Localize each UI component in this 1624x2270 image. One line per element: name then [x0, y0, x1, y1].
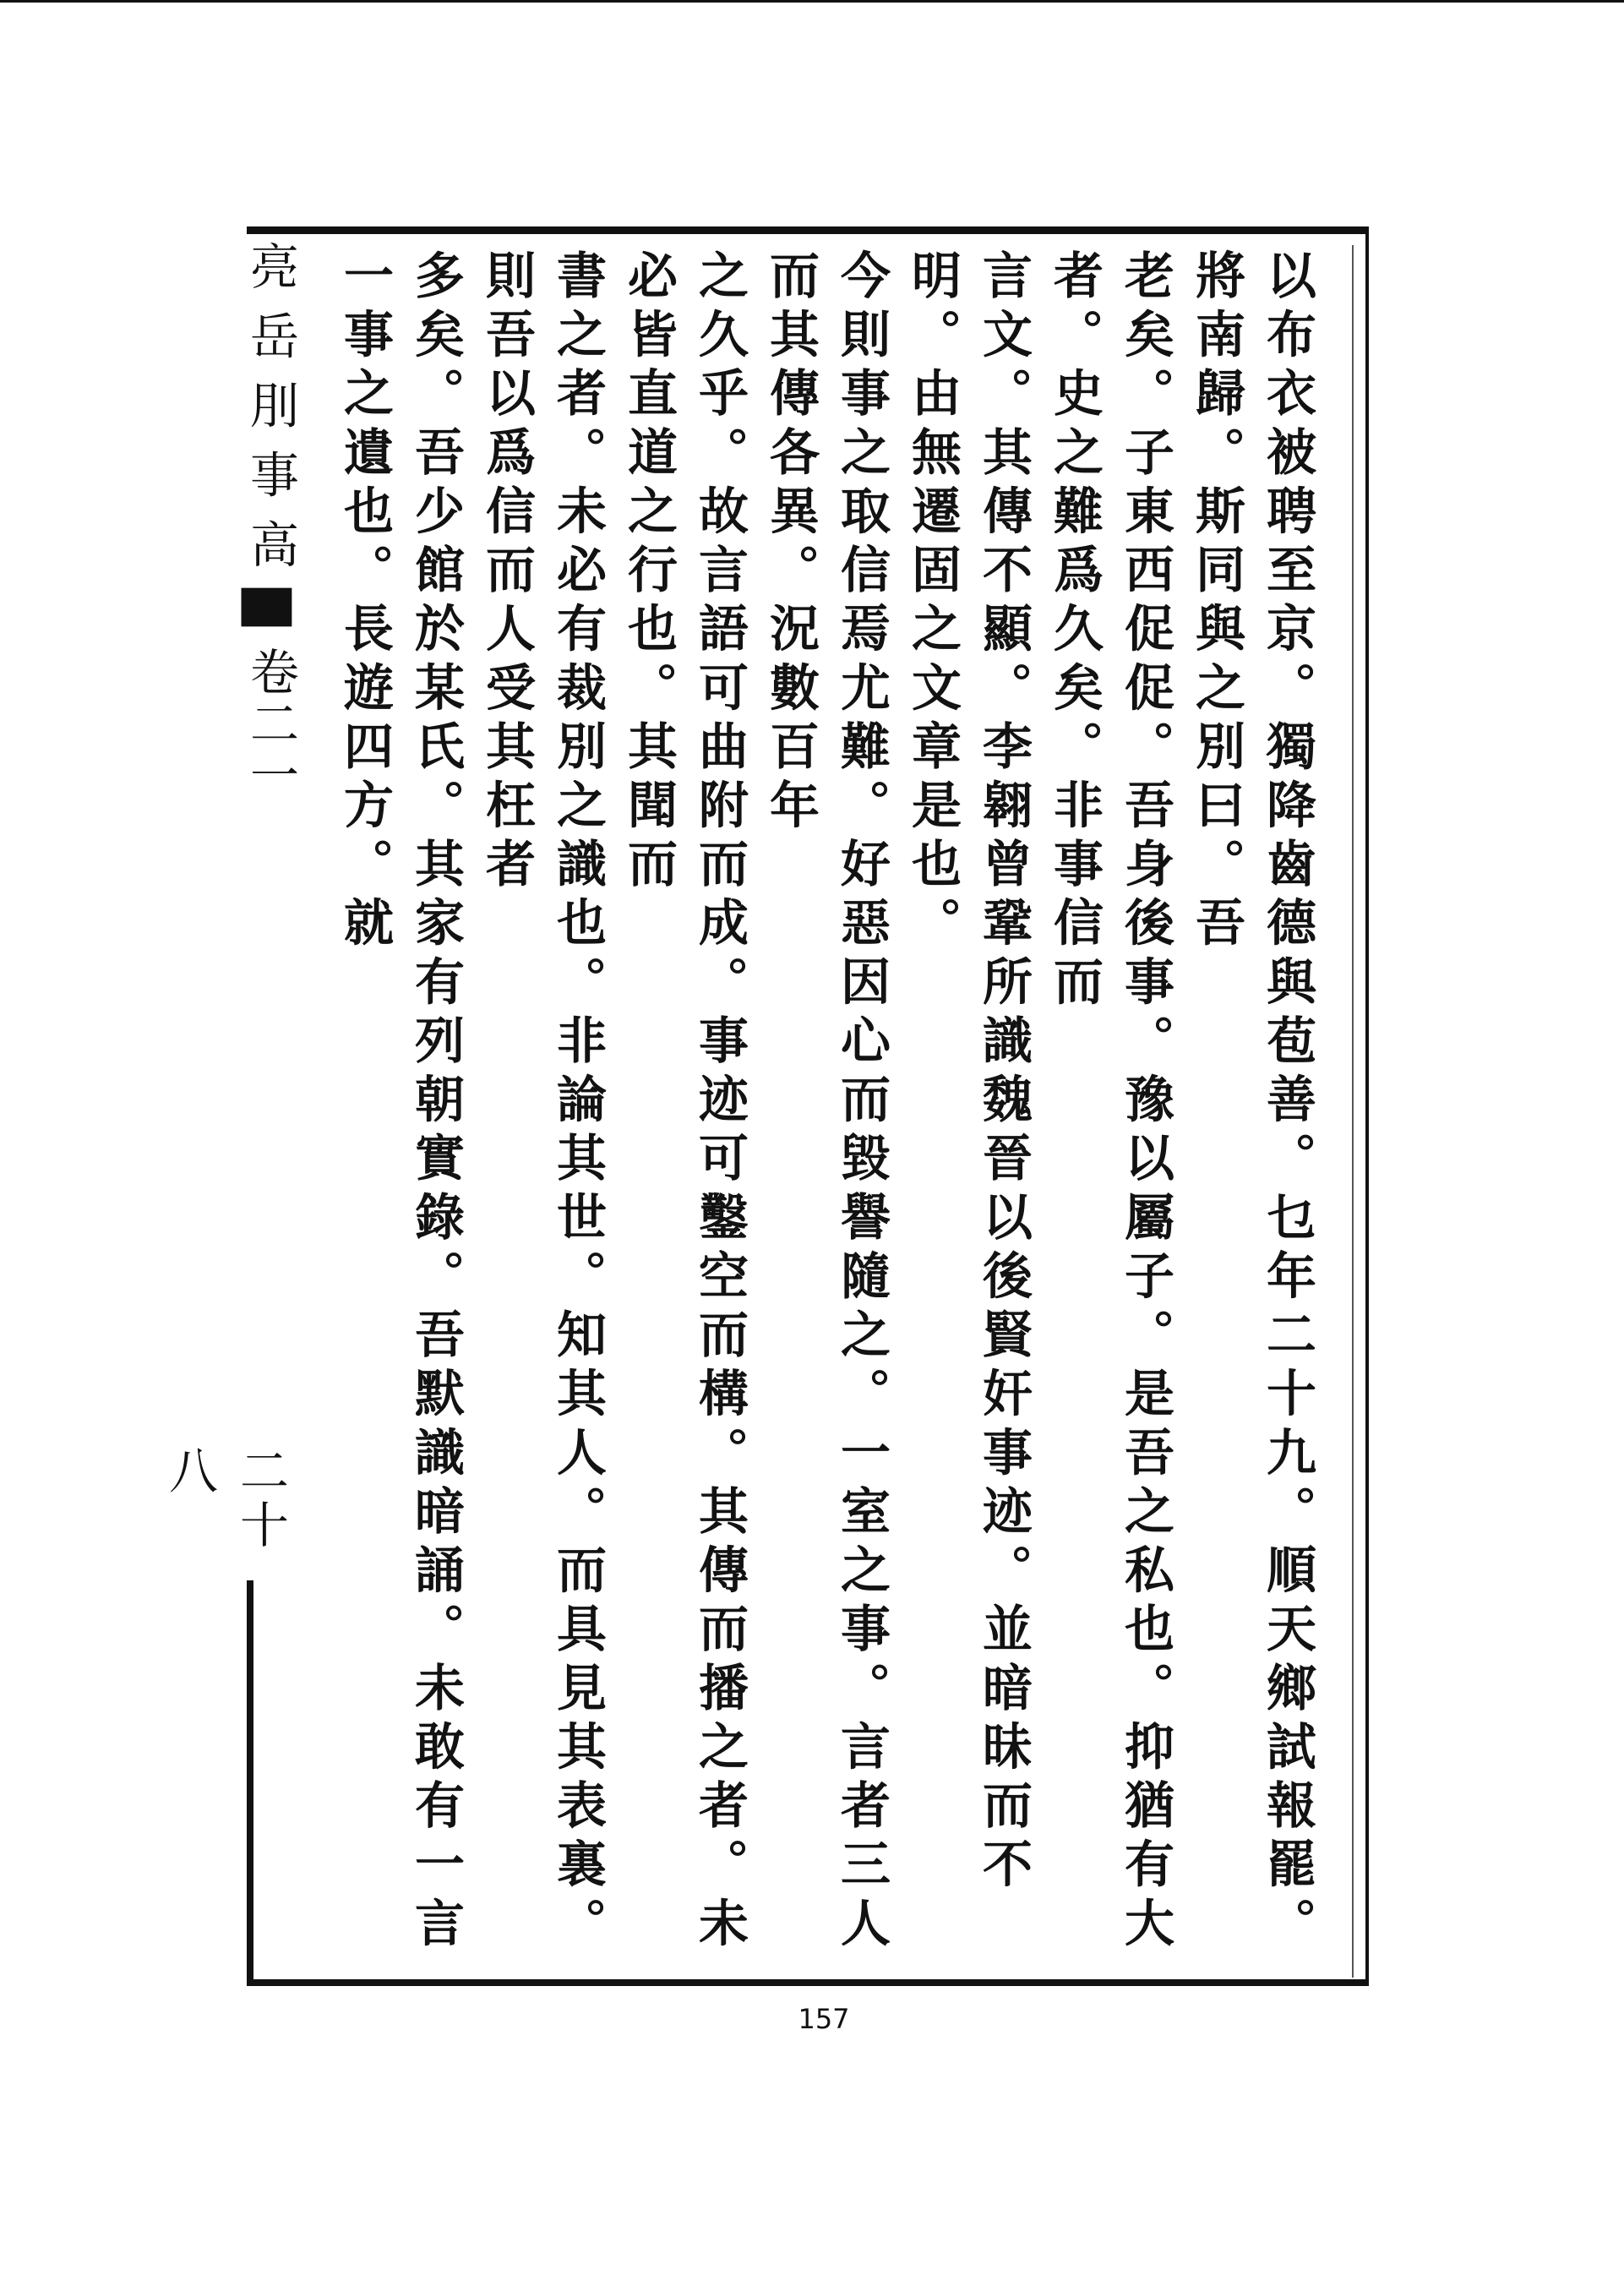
text-column-3: 言文。其傳不顯。李翱曾鞏所識魏晉以後賢奸事迹。並暗昧而不明。由無遷固之文章是也。 — [903, 249, 1033, 1897]
volume-marker: ▇ — [242, 588, 299, 647]
text-column-1: 以布衣被聘至京。獨降齒德與苞善。乜年二十九。順天鄉試報罷。將南歸。斯同與之別曰。吾 — [1187, 249, 1316, 1956]
book-title: 亮 岳 刖 事 高 — [242, 241, 299, 570]
top-rule — [0, 0, 1624, 3]
frame-left-rule — [247, 1580, 253, 1986]
main-text — [330, 249, 1322, 1973]
text-column-2: 老矣。子東西促促。吾身後事。豫以屬子。是吾之私也。抑猶有大者。史之難爲久矣。非事信而 — [1045, 249, 1174, 1956]
volume-number: 卷二一 — [242, 647, 299, 801]
page-number: 157 — [798, 2003, 850, 2035]
folio-number: 二十八 — [161, 1445, 289, 1553]
text-column-6: 書之者。未必有裁別之識也。非論其世。知其人。而具見其表裏。則吾以爲信而人受其枉者 — [477, 249, 607, 1956]
text-column-5: 之久乎。故言語可曲附而成。事迹可鑿空而構。其傳而播之者。未必皆直道之行也。其聞而 — [619, 249, 749, 1956]
text-column-7: 多矣。吾少館於某氏。其家有列朝實錄。吾默識暗誦。未敢有一言一事之遺也。長遊四方。就 — [335, 249, 465, 1956]
frame-inner-rule — [1352, 245, 1354, 1978]
text-column-4: 今則事之取信焉尤難。好惡因心而毀譽隨之。一室之事。言者三人而其傳各異。況數百年 — [761, 249, 891, 1956]
